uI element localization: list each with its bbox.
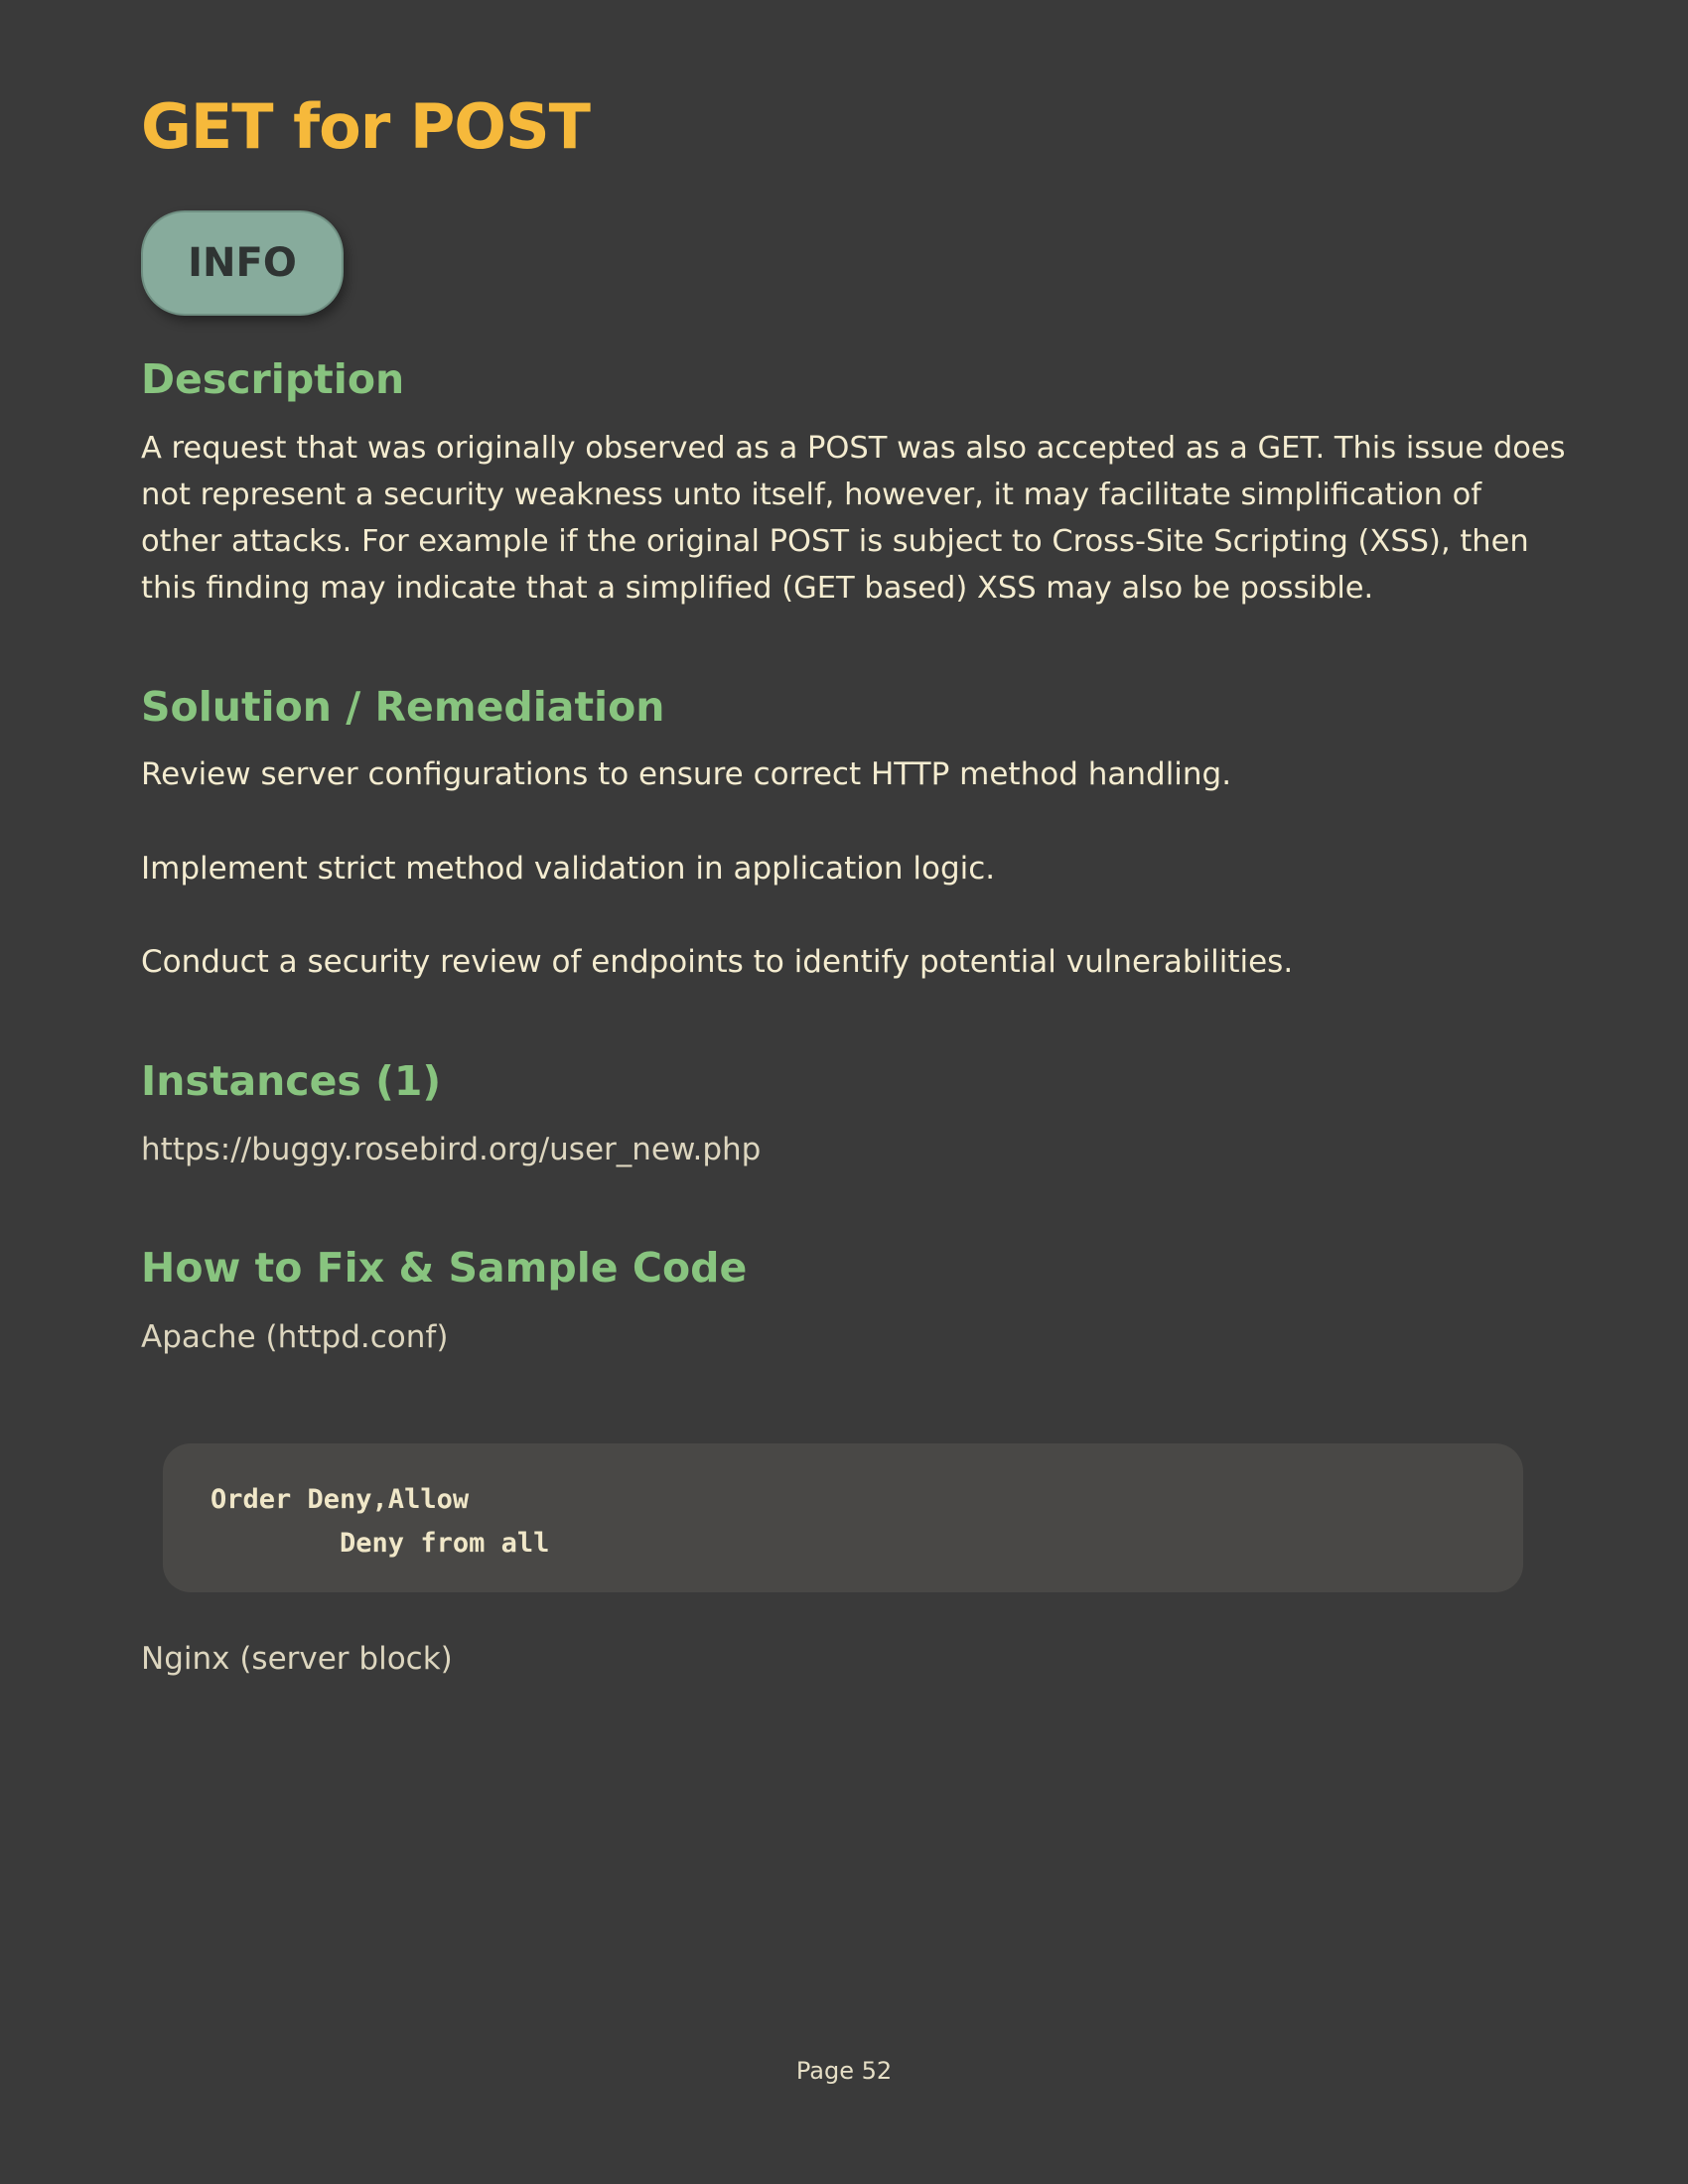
description-line: other attacks. For example if the original POST is subject to Cross-Site Scripting (XSS), then — [141, 524, 1529, 559]
code-line: Deny from all — [211, 1528, 550, 1559]
solution-item: Conduct a security review of endpoints to identify potential vulnerabilities. — [141, 944, 1294, 980]
apache-code-block — [163, 1443, 1523, 1592]
how-to-fix-heading: How to Fix & Sample Code — [141, 1244, 748, 1292]
instance-url[interactable]: https://buggy.rosebird.org/user_new.php — [141, 1132, 762, 1167]
severity-badge: INFO — [141, 210, 344, 316]
report-page — [141, 0, 1566, 2184]
solution-heading: Solution / Remediation — [141, 683, 665, 731]
apache-label: Apache (httpd.conf) — [141, 1319, 449, 1355]
description-line: not represent a security weakness unto itself, however, it may facilitate simplification of — [141, 478, 1482, 512]
description-text — [141, 425, 1566, 612]
instances-heading: Instances (1) — [141, 1057, 442, 1105]
description-line: this finding may indicate that a simplified (GET based) XSS may also be possible. — [141, 571, 1374, 606]
solution-item: Implement strict method validation in application logic. — [141, 851, 996, 887]
nginx-label: Nginx (server block) — [141, 1641, 453, 1677]
code-line: Order Deny,Allow — [211, 1484, 470, 1515]
description-line: A request that was originally observed as a POST was also accepted as a GET. This issue does — [141, 431, 1566, 466]
solution-item: Review server configurations to ensure correct HTTP method handling. — [141, 756, 1232, 792]
finding-title: GET for POST — [141, 90, 590, 163]
description-heading: Description — [141, 355, 405, 403]
page-number: Page 52 — [795, 2057, 893, 2085]
